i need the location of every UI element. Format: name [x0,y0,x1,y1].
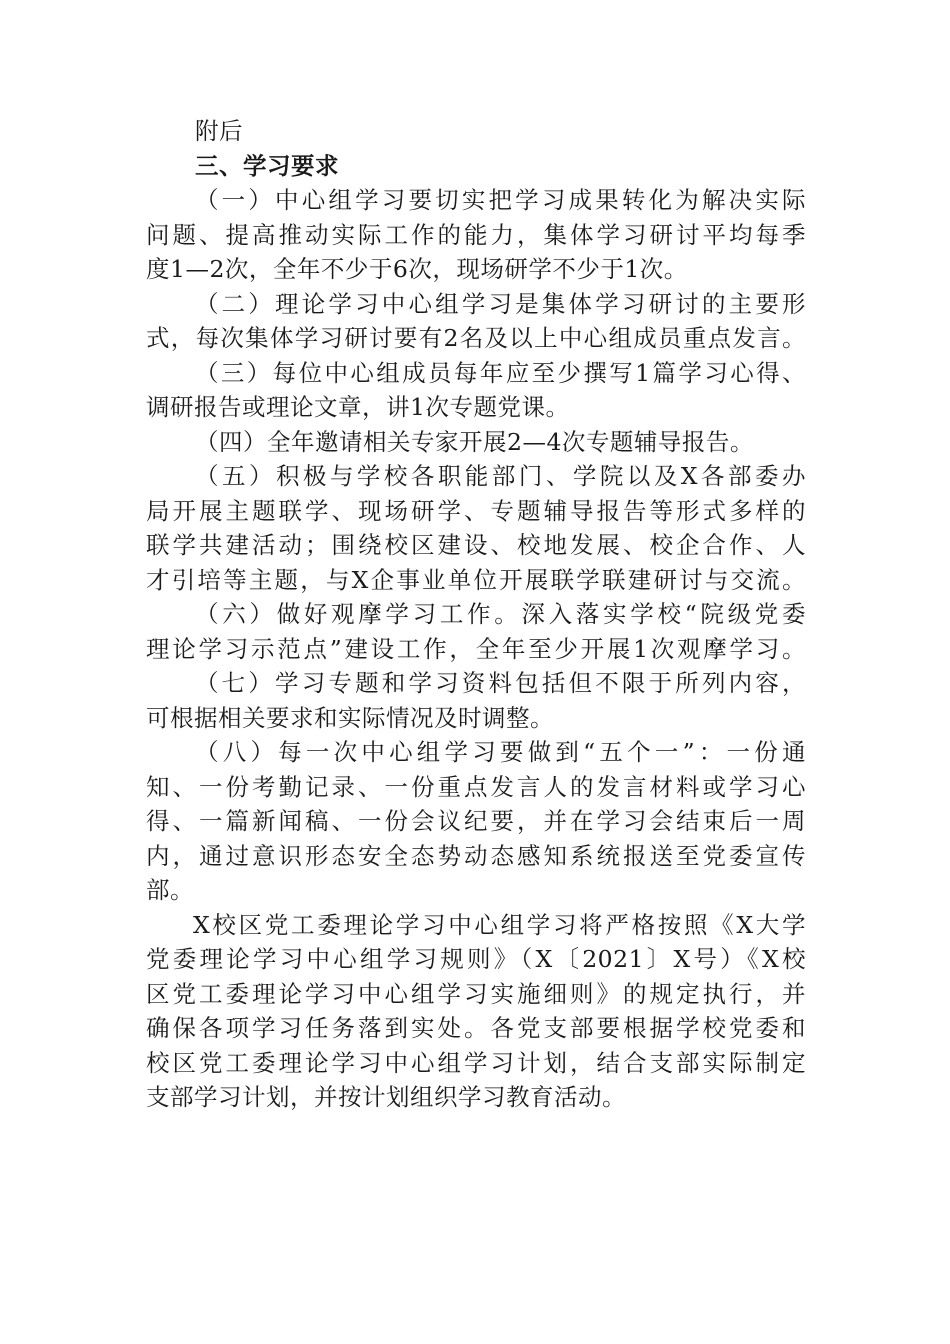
text-line: （五）积极与学校各职能部门、学院以及X各部委办 [195,462,806,490]
text-line: （四）全年邀请相关专家开展2—4次专题辅导报告。 [195,427,754,456]
text-line: 部。 [146,876,194,904]
text-line: 才引培等主题，与X企事业单位开展联学联建研讨与交流。 [146,565,806,594]
text-line: 校区党工委理论学习中心组学习计划，结合支部实际制定 [146,1048,806,1077]
text-line: （一）中心组学习要切实把学习成果转化为解决实际 [195,186,806,214]
text-line: 知、一份考勤记录、一份重点发言人的发言材料或学习心 [146,772,806,801]
text-line: 党委理论学习中心组学习规则》（X〔2021〕X号）《X校 [146,945,806,973]
text-line: （六）做好观摩学习工作。深入落实学校“院级党委 [195,600,806,628]
text-line: 附后 [195,117,243,145]
document-body [146,114,806,1115]
text-line: （七）学习专题和学习资料包括但不限于所列内容， [195,669,806,697]
text-line: （八）每一次中心组学习要做到“五个一”：一份通 [195,738,806,766]
text-line: 理论学习示范点”建设工作，全年至少开展1次观摩学习。 [146,634,806,663]
text-line: （二）理论学习中心组学习是集体学习研讨的主要形 [195,289,806,318]
text-line: 联学共建活动；围绕校区建设、校地发展、校企合作、人 [146,531,806,559]
text-line: X校区党工委理论学习中心组学习将严格按照《X大学 [193,910,806,939]
text-line: 区党工委理论学习中心组学习实施细则》的规定执行，并 [146,979,806,1008]
text-line: 局开展主题联学、现场研学、专题辅导报告等形式多样的 [146,496,806,525]
text-line: 问题、提高推动实际工作的能力，集体学习研讨平均每季 [146,220,806,249]
text-line: 得、一篇新闻稿、一份会议纪要，并在学习会结束后一周 [146,807,806,835]
section-heading: 三、学习要求 [195,151,339,180]
text-line: 确保各项学习任务落到实处。各党支部要根据学校党委和 [146,1014,806,1042]
text-line: 调研报告或理论文章，讲1次专题党课。 [146,393,570,421]
text-line: 支部学习计划，并按计划组织学习教育活动。 [146,1083,626,1111]
text-line: 内，通过意识形态安全态势动态感知系统报送至党委宣传 [146,841,806,870]
text-line: （三）每位中心组成员每年应至少撰写1篇学习心得、 [195,358,806,387]
text-line: 式，每次集体学习研讨要有2名及以上中心组成员重点发言。 [146,324,806,352]
text-line: 可根据相关要求和实际情况及时调整。 [146,703,554,732]
text-line: 度1—2次，全年不少于6次，现场研学不少于1次。 [146,255,688,283]
